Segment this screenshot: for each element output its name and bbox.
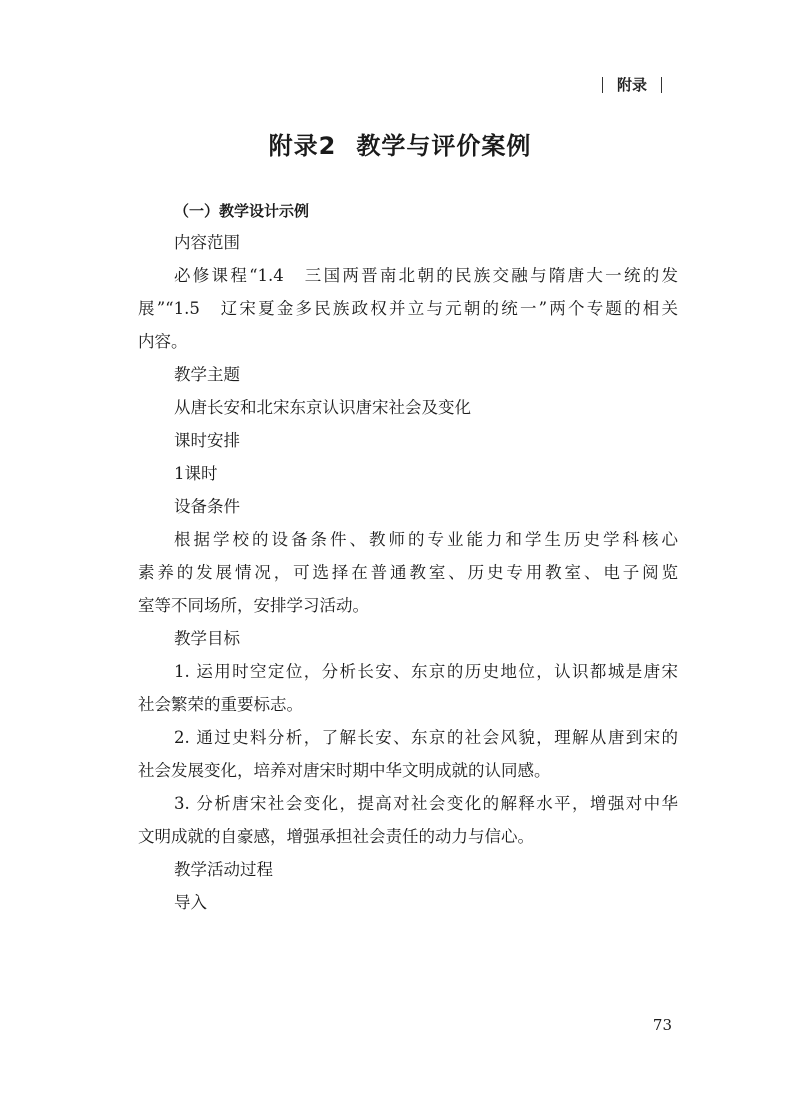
- header-divider-left: [602, 77, 603, 93]
- goal-3-line-2: 文明成就的自豪感，增强承担社会责任的动力与信心。: [138, 827, 534, 846]
- goal-2-line-1: 2. 通过史料分析，了解长安、东京的社会风貌，理解从唐到宋的: [174, 728, 678, 747]
- equipment-line-3: 室等不同场所，安排学习活动。: [138, 596, 369, 615]
- section-heading: （一）教学设计示例: [174, 202, 310, 220]
- goal-2-line-2: 社会发展变化，培养对唐宋时期中华文明成就的认同感。: [138, 761, 551, 780]
- goals-heading: 教学目标: [174, 629, 240, 648]
- theme-text: 从唐长安和北宋东京认识唐宋社会及变化: [174, 398, 471, 417]
- scope-line-2: 展”“1.5 辽宋夏金多民族政权并立与元朝的统一”两个专题的相关: [138, 299, 678, 318]
- goal-1-line-1: 1. 运用时空定位，分析长安、东京的历史地位，认识都城是唐宋: [174, 662, 678, 681]
- intro-heading: 导入: [174, 893, 207, 912]
- scope-heading: 内容范围: [174, 233, 240, 252]
- header-section-label: 附录: [616, 76, 647, 94]
- schedule-heading: 课时安排: [174, 431, 240, 450]
- equipment-heading: 设备条件: [174, 497, 240, 516]
- title-appendix-number: 附录2: [268, 132, 337, 160]
- goal-1-line-2: 社会繁荣的重要标志。: [138, 695, 303, 714]
- goal-3-line-1: 3. 分析唐宋社会变化，提高对社会变化的解释水平，增强对中华: [174, 794, 678, 813]
- theme-heading: 教学主题: [174, 365, 240, 384]
- equipment-line-2: 素养的发展情况，可选择在普通教室、历史专用教室、电子阅览: [138, 563, 678, 582]
- main-content: [138, 196, 678, 919]
- running-header: [588, 74, 676, 95]
- scope-line-3: 内容。: [138, 332, 188, 351]
- header-divider-right: [661, 77, 662, 93]
- title-text: 教学与评价案例: [356, 132, 532, 160]
- schedule-text: 1课时: [174, 464, 218, 483]
- process-heading: 教学活动过程: [174, 860, 273, 879]
- page-title: [0, 126, 800, 161]
- page-number: 73: [652, 1016, 672, 1034]
- equipment-line-1: 根据学校的设备条件、教师的专业能力和学生历史学科核心: [174, 530, 678, 549]
- scope-line-1: 必修课程“1.4 三国两晋南北朝的民族交融与隋唐大一统的发: [174, 266, 678, 285]
